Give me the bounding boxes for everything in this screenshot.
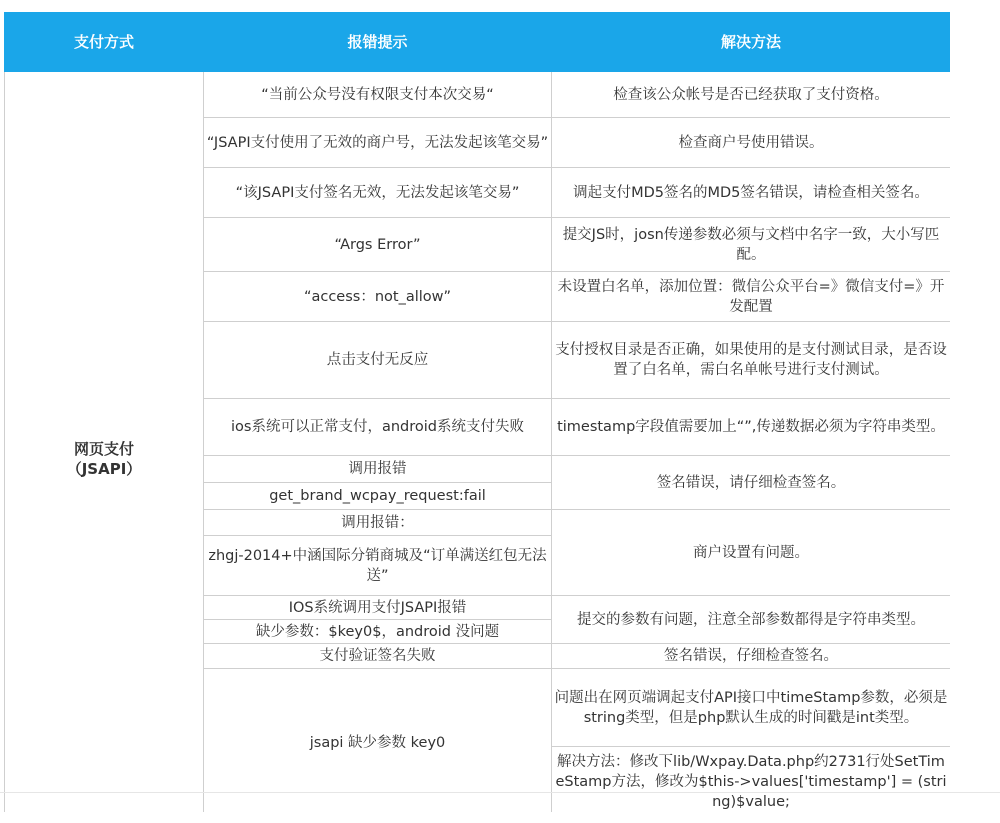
- error-cell: “access：not_allow”: [204, 272, 552, 322]
- viewport-divider: [0, 792, 1000, 793]
- table-row: [5, 72, 951, 118]
- doc-table-wrapper: [4, 12, 950, 812]
- solution-cell: 签名错误，请仔细检查签名。: [552, 456, 951, 510]
- solution-cell: 检查该公众帐号是否已经获取了支付资格。: [552, 72, 951, 118]
- error-table: [4, 12, 950, 812]
- error-cell: get_brand_wcpay_request:fail: [204, 483, 552, 510]
- error-cell: 调用报错: [204, 456, 552, 483]
- error-cell: 调用报错：: [204, 510, 552, 536]
- error-cell: jsapi 缺少参数 key0: [204, 669, 552, 813]
- solution-cell: timestamp字段值需要加上“”,传递数据必须为字符串类型。: [552, 399, 951, 456]
- table-header-row: [5, 13, 951, 72]
- error-cell: 支付验证签名失败: [204, 644, 552, 669]
- solution-cell: 提交的参数有问题，注意全部参数都得是字符串类型。: [552, 596, 951, 644]
- header-error-message: 报错提示: [204, 13, 552, 72]
- error-cell: “该JSAPI支付签名无效，无法发起该笔交易”: [204, 168, 552, 218]
- solution-cell: 支付授权目录是否正确，如果使用的是支付测试目录，是否设置了白名单，需白名单帐号进行支付测试。: [552, 322, 951, 399]
- payment-method-cell: [5, 72, 204, 813]
- error-cell: 点击支付无反应: [204, 322, 552, 399]
- solution-cell: 提交JS时，josn传递参数必须与文档中名字一致，大小写匹配。: [552, 218, 951, 272]
- solution-cell: 未设置白名单，添加位置：微信公众平台=》微信支付=》开发配置: [552, 272, 951, 322]
- solution-cell: 问题出在网页端调起支付API接口中timeStamp参数，必须是string类型，但是php默认生成的时间戳是int类型。: [552, 669, 951, 747]
- error-cell: “当前公众号没有权限支付本次交易“: [204, 72, 552, 118]
- solution-cell: 签名错误，仔细检查签名。: [552, 644, 951, 669]
- solution-cell: 调起支付MD5签名的MD5签名错误，请检查相关签名。: [552, 168, 951, 218]
- error-cell: “JSAPI支付使用了无效的商户号，无法发起该笔交易”: [204, 118, 552, 168]
- solution-cell: 解决方法：修改下lib/Wxpay.Data.php约2731行处SetTimeStamp方法，修改为$this->values['timestamp'] = (string)$value;: [552, 747, 951, 813]
- header-solution: 解决方法: [552, 13, 951, 72]
- payment-method-name: 网页支付: [73, 440, 134, 458]
- solution-cell: 检查商户号使用错误。: [552, 118, 951, 168]
- error-cell: “Args Error”: [204, 218, 552, 272]
- error-cell: ios系统可以正常支付，android系统支付失败: [204, 399, 552, 456]
- error-cell: 缺少参数：$key0$，android 没问题: [204, 620, 552, 644]
- payment-method-type: （JSAPI）: [66, 460, 142, 478]
- solution-cell: 商户设置有问题。: [552, 510, 951, 596]
- error-cell: IOS系统调用支付JSAPI报错: [204, 596, 552, 620]
- header-payment-method: 支付方式: [5, 13, 204, 72]
- error-cell: zhgj-2014+中涵国际分销商城及“订单满送红包无法送”: [204, 536, 552, 596]
